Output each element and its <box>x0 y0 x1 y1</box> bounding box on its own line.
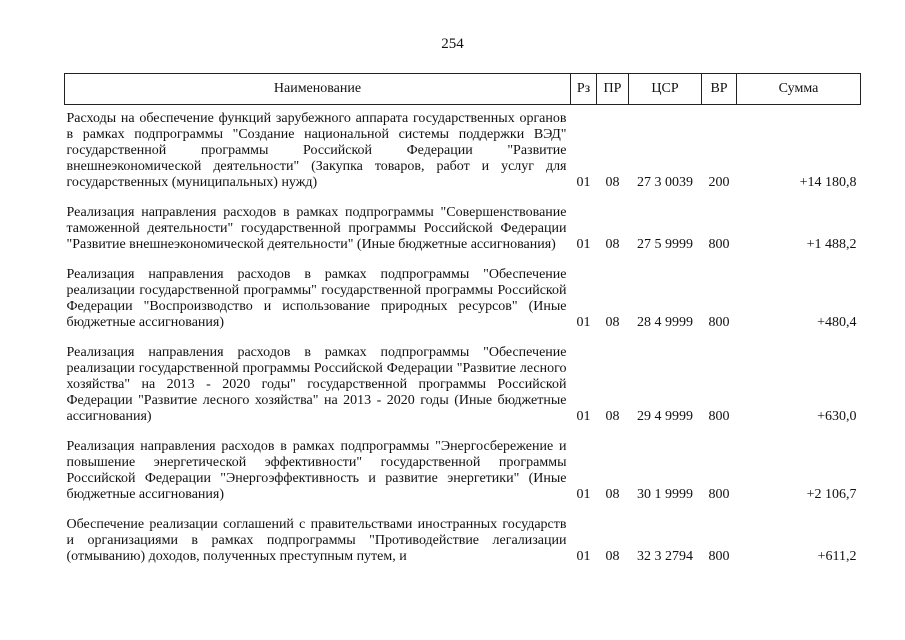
row-csr: 30 1 9999 <box>637 487 693 502</box>
table-row <box>65 267 861 331</box>
row-vr: 800 <box>708 237 730 252</box>
row-pr: 08 <box>605 315 620 330</box>
table-row <box>65 105 861 192</box>
row-rz: 01 <box>576 487 591 502</box>
row-sum: +1 488,2 <box>806 237 857 252</box>
row-vr: 200 <box>708 175 730 190</box>
row-name: Расходы на обеспечение функций зарубежного аппарата государственных органов в рамках подпрограммы "Создание национальной системы поддержки ВЭД" государственной программы Российской Федерации "Развитие внешнеэкономической деятельности" (Закупка товаров, работ и услуг для государственных (муниципальных) нужд) <box>66 111 567 190</box>
budget-table <box>64 73 861 565</box>
header-vr: ВР <box>702 74 737 105</box>
row-vr: 800 <box>708 315 730 330</box>
row-vr: 800 <box>708 487 730 502</box>
header-pr: ПР <box>597 74 629 105</box>
row-sum: +611,2 <box>817 549 857 564</box>
header-name: Наименование <box>65 74 571 105</box>
row-pr: 08 <box>605 487 620 502</box>
table-body <box>65 105 861 566</box>
table-row <box>65 205 861 253</box>
row-csr: 32 3 2794 <box>637 549 693 564</box>
row-rz: 01 <box>576 315 591 330</box>
row-rz: 01 <box>576 237 591 252</box>
row-name: Реализация направления расходов в рамках подпрограммы "Совершенствование таможенной деятельности" государственной программы Российской Федерации "Развитие внешнеэкономической деятельности" (Иные бюджетные ассигнования) <box>66 205 567 252</box>
row-sum: +14 180,8 <box>799 175 857 190</box>
row-pr: 08 <box>605 549 620 564</box>
row-pr: 08 <box>605 175 620 190</box>
table-row <box>65 517 861 565</box>
row-vr: 800 <box>708 549 730 564</box>
row-sum: +630,0 <box>817 409 857 424</box>
row-sum: +2 106,7 <box>806 487 857 502</box>
row-csr: 27 5 9999 <box>637 237 693 252</box>
header-rz: Рз <box>571 74 597 105</box>
header-csr: ЦСР <box>629 74 702 105</box>
row-sum: +480,4 <box>817 315 857 330</box>
table-header <box>65 74 861 105</box>
row-csr: 29 4 9999 <box>637 409 693 424</box>
row-csr: 28 4 9999 <box>637 315 693 330</box>
row-vr: 800 <box>708 409 730 424</box>
row-rz: 01 <box>576 409 591 424</box>
row-rz: 01 <box>576 549 591 564</box>
table-row <box>65 345 861 425</box>
row-name: Обеспечение реализации соглашений с правительствами иностранных государств и организациями в рамках подпрограммы "Противодействие легализации (отмыванию) доходов, полученных преступным путем, и <box>66 517 567 564</box>
row-name: Реализация направления расходов в рамках подпрограммы "Обеспечение реализации государственной программы Российской Федерации "Развитие лесного хозяйства" на 2013 - 2020 годы" государственной программы Российской Федерации "Развитие лесного хозяйства" на 2013 - 2020 годы (Иные бюджетные ассигнования) <box>66 345 567 424</box>
page-number: 254 <box>441 36 464 52</box>
row-pr: 08 <box>605 409 620 424</box>
header-sum: Сумма <box>737 74 861 105</box>
row-name: Реализация направления расходов в рамках подпрограммы "Энергосбережение и повышение энергетической эффективности" государственной программы Российской Федерации "Энергоэффективность и развитие энергетики" (Иные бюджетные ассигнования) <box>66 439 567 502</box>
row-csr: 27 3 0039 <box>637 175 693 190</box>
row-name: Реализация направления расходов в рамках подпрограммы "Обеспечение реализации государственной программы" государственной программы Российской Федерации "Воспроизводство и использование природных ресурсов" (Иные бюджетные ассигнования) <box>66 267 567 330</box>
row-pr: 08 <box>605 237 620 252</box>
row-rz: 01 <box>576 175 591 190</box>
table-row <box>65 439 861 503</box>
